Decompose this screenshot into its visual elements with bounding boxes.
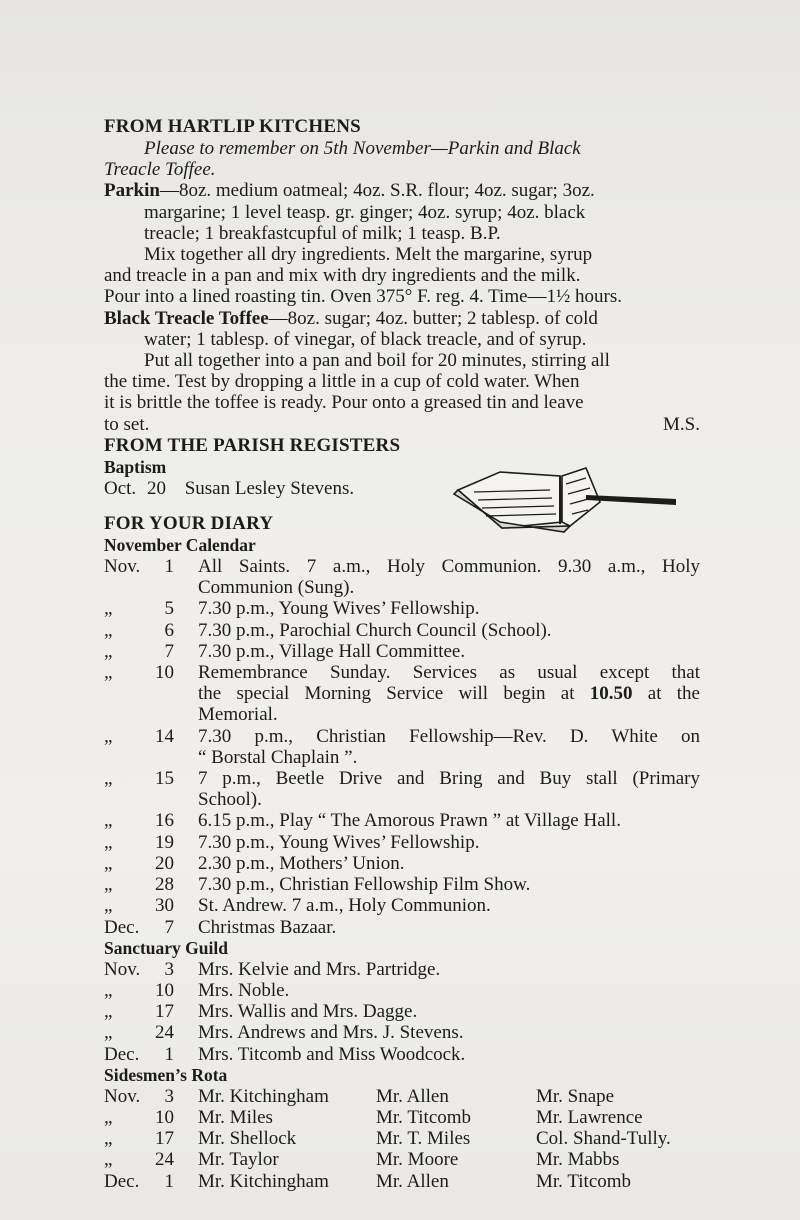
rota-sidesman: Mr. Allen: [376, 1085, 449, 1107]
calendar-entry: [104, 620, 700, 641]
calendar-entry: [104, 832, 700, 853]
calendar-day: 28: [155, 874, 174, 896]
calendar-text-part: the special Morning Service will begin at: [198, 683, 590, 705]
rota-sidesman: Mr. Titcomb: [376, 1106, 472, 1128]
sanctuary-entry: [104, 1044, 700, 1065]
rota-month: „: [104, 1106, 113, 1128]
calendar-text-line: School).: [198, 789, 262, 811]
calendar-entry: [104, 768, 700, 810]
calendar-month: „: [104, 874, 113, 896]
calendar-month: Nov.: [104, 556, 141, 578]
calendar-day: 15: [155, 768, 174, 790]
calendar-text-line: 7.30 p.m., Young Wives’ Fellowship.: [198, 831, 480, 853]
parkin-method-line: Pour into a lined roasting tin. Oven 375° F. reg. 4. Time—1½ hours.: [104, 286, 623, 308]
sanctuary-month: „: [104, 1022, 113, 1044]
calendar-entry: [104, 598, 700, 619]
rota-day: 10: [155, 1106, 174, 1128]
sanctuary-day: 24: [155, 1022, 174, 1044]
kitchens-intro: Please to remember on 5th November—Parkin and Black: [144, 138, 581, 159]
author-initials: M.S.: [663, 413, 700, 435]
toffee-method-line: Put all together into a pan and boil for 20 minutes, stirring all: [144, 350, 610, 372]
calendar-entry: [104, 726, 700, 768]
sanctuary-names: Mrs. Wallis and Mrs. Dagge.: [198, 1001, 418, 1023]
toffee-ingredients: Black Treacle Toffee—8oz. sugar; 4oz. butter; 2 tablesp. of cold: [104, 307, 598, 329]
toffee-method-line: the time. Test by dropping a little in a cup of cold water. When: [104, 371, 580, 393]
toffee-ingredients-line: water; 1 tablesp. of vinegar, of black treacle, and of syrup.: [144, 328, 587, 350]
rota-month: Nov.: [104, 1085, 141, 1107]
rota-sidesman: Mr. Titcomb: [536, 1170, 632, 1192]
toffee-signoff: to set. M.S.: [104, 413, 700, 435]
calendar-text-line: Communion (Sung).: [198, 577, 355, 599]
sidesmen-rota-table: [104, 1086, 700, 1192]
calendar-entry: [104, 556, 700, 598]
rota-sidesman: Mr. Lawrence: [536, 1106, 643, 1128]
kitchens-intro-cont: Treacle Toffee.: [104, 159, 216, 181]
calendar-month: „: [104, 640, 113, 662]
calendar-month: „: [104, 725, 113, 747]
calendar-text-line: 7.30 p.m., Christian Fellowship—Rev. D. White on: [198, 725, 700, 747]
sanctuary-month: „: [104, 1001, 113, 1023]
calendar-list: [104, 556, 700, 938]
sanctuary-month: Nov.: [104, 958, 141, 980]
calendar-text-line: All Saints. 7 a.m., Holy Communion. 9.30 a.m., Holy: [198, 556, 700, 578]
rota-sidesman: Mr. Moore: [376, 1149, 459, 1171]
parkin-ingredients-line: treacle; 1 breakfastcupful of milk; 1 teasp. B.P.: [144, 222, 501, 244]
rota-row: [104, 1171, 700, 1192]
rota-month: „: [104, 1149, 113, 1171]
rota-day: 1: [164, 1170, 174, 1192]
calendar-text: [198, 917, 700, 938]
calendar-entry: [104, 662, 700, 726]
calendar-day: 16: [155, 810, 174, 832]
calendar-day: 19: [155, 831, 174, 853]
parkin-method-line: Mix together all dry ingredients. Melt the margarine, syrup: [144, 244, 593, 266]
rota-sidesman: Mr. T. Miles: [376, 1128, 471, 1150]
calendar-text: [198, 598, 700, 619]
calendar-text: [198, 853, 700, 874]
parkin-ingredients: Parkin—8oz. medium oatmeal; 4oz. S.R. flour; 4oz. sugar; 3oz.: [104, 180, 595, 202]
toffee-method-line: it is brittle the toffee is ready. Pour onto a greased tin and leave: [104, 392, 584, 414]
toffee-title: Black Treacle Toffee: [104, 307, 269, 329]
calendar-day: 7: [164, 640, 174, 662]
sanctuary-day: 10: [155, 979, 174, 1001]
calendar-day: 20: [155, 852, 174, 874]
rota-sidesman: Mr. Kitchingham: [198, 1085, 329, 1107]
sanctuary-entry: [104, 980, 700, 1001]
rota-row: [104, 1149, 700, 1170]
calendar-text: [198, 768, 700, 810]
calendar-text: [198, 874, 700, 895]
sanctuary-day: 3: [164, 958, 174, 980]
sanctuary-names: Mrs. Andrews and Mrs. J. Stevens.: [198, 1022, 464, 1044]
calendar-entry: [104, 810, 700, 831]
calendar-month: „: [104, 895, 113, 917]
calendar-month: „: [104, 831, 113, 853]
sanctuary-entry: [104, 1022, 700, 1043]
rota-sidesman: Mr. Miles: [198, 1106, 273, 1128]
rota-day: 24: [155, 1149, 174, 1171]
sanctuary-day: 17: [155, 1001, 174, 1023]
calendar-entry: [104, 895, 700, 916]
calendar-day: 5: [164, 598, 174, 620]
sanctuary-entry: [104, 1001, 700, 1022]
parkin-ingredients-line: margarine; 1 level teasp. gr. ginger; 4oz. syrup; 4oz. black: [144, 201, 586, 223]
calendar-day: 6: [164, 619, 174, 641]
rota-sidesman: Mr. Taylor: [198, 1149, 279, 1171]
calendar-day: 7: [164, 916, 174, 938]
rota-sidesman: Mr. Snape: [536, 1085, 615, 1107]
calendar-text-line: 6.15 p.m., Play “ The Amorous Prawn ” at Village Hall.: [198, 810, 621, 832]
calendar-text-line: 7.30 p.m., Village Hall Committee.: [198, 640, 466, 662]
baptism-entry: Oct. 20 Susan Lesley Stevens.: [104, 477, 355, 499]
calendar-text-line: 7.30 p.m., Parochial Church Council (School).: [198, 619, 552, 641]
service-time: 10.50: [589, 683, 633, 705]
sanctuary-names: Mrs. Kelvie and Mrs. Partridge.: [198, 958, 441, 980]
calendar-month: „: [104, 852, 113, 874]
calendar-text: [198, 895, 700, 916]
calendar-text-part: at the: [632, 683, 700, 705]
calendar-text: [198, 556, 700, 598]
calendar-day: 30: [155, 895, 174, 917]
rota-sidesman: Col. Shand-Tully.: [536, 1128, 671, 1150]
calendar-text-line: Christmas Bazaar.: [198, 916, 337, 938]
parkin-title: Parkin: [104, 180, 160, 202]
calendar-entry: [104, 853, 700, 874]
calendar-text-line: Remembrance Sunday. Services as usual except that: [198, 662, 700, 684]
registers-heading: FROM THE PARISH REGISTERS: [104, 434, 401, 456]
calendar-text: [198, 810, 700, 831]
calendar-month: „: [104, 662, 113, 684]
baptism-subheading: Baptism: [104, 456, 167, 477]
parkin-method-line: and treacle in a pan and mix with dry ingredients and the milk.: [104, 265, 581, 287]
calendar-text: [198, 832, 700, 853]
calendar-text: [198, 641, 700, 662]
calendar-month: „: [104, 810, 113, 832]
calendar-text-line: 7.30 p.m., Christian Fellowship Film Show.: [198, 874, 531, 896]
sanctuary-entry: [104, 959, 700, 980]
calendar-entry: [104, 641, 700, 662]
page-content: [104, 116, 700, 1192]
calendar-text: [198, 620, 700, 641]
calendar-entry: [104, 917, 700, 938]
sanctuary-month: Dec.: [104, 1043, 140, 1065]
calendar-text-line: [198, 683, 700, 704]
calendar-text-line: 7.30 p.m., Young Wives’ Fellowship.: [198, 598, 480, 620]
sanctuary-guild-subheading: Sanctuary Guild: [104, 937, 228, 958]
rota-sidesman: Mr. Allen: [376, 1170, 449, 1192]
rota-row: [104, 1107, 700, 1128]
calendar-month: „: [104, 619, 113, 641]
sanctuary-day: 1: [164, 1043, 174, 1065]
diary-heading: FOR YOUR DIARY: [104, 513, 274, 535]
calendar-text: [198, 662, 700, 726]
calendar-text: [198, 726, 700, 768]
calendar-month: „: [104, 598, 113, 620]
sidesmen-rota-subheading: Sidesmen’s Rota: [104, 1064, 228, 1085]
calendar-month: Dec.: [104, 916, 140, 938]
calendar-text-line: “ Borstal Chaplain ”.: [198, 746, 358, 768]
november-calendar-subheading: November Calendar: [104, 535, 256, 556]
calendar-text-line: 7 p.m., Beetle Drive and Bring and Buy stall (Primary: [198, 768, 700, 790]
rota-sidesman: Mr. Shellock: [198, 1128, 297, 1150]
sanctuary-names: Mrs. Titcomb and Miss Woodcock.: [198, 1043, 466, 1065]
rota-sidesman: Mr. Mabbs: [536, 1149, 620, 1171]
calendar-entry: [104, 874, 700, 895]
rota-day: 17: [155, 1128, 174, 1150]
rota-day: 3: [164, 1085, 174, 1107]
calendar-month: „: [104, 768, 113, 790]
kitchens-heading: FROM HARTLIP KITCHENS: [104, 116, 361, 137]
calendar-day: 14: [155, 725, 174, 747]
calendar-day: 10: [155, 662, 174, 684]
rota-row: [104, 1086, 700, 1107]
calendar-text-line: Memorial.: [198, 704, 278, 726]
calendar-text-line: St. Andrew. 7 a.m., Holy Communion.: [198, 895, 491, 917]
rota-row: [104, 1128, 700, 1149]
rota-month: Dec.: [104, 1170, 140, 1192]
sanctuary-names: Mrs. Noble.: [198, 979, 290, 1001]
rota-month: „: [104, 1128, 113, 1150]
sanctuary-month: „: [104, 979, 113, 1001]
calendar-text-line: 2.30 p.m., Mothers’ Union.: [198, 852, 405, 874]
calendar-day: 1: [164, 556, 174, 578]
rota-sidesman: Mr. Kitchingham: [198, 1170, 329, 1192]
sanctuary-list: [104, 959, 700, 1065]
